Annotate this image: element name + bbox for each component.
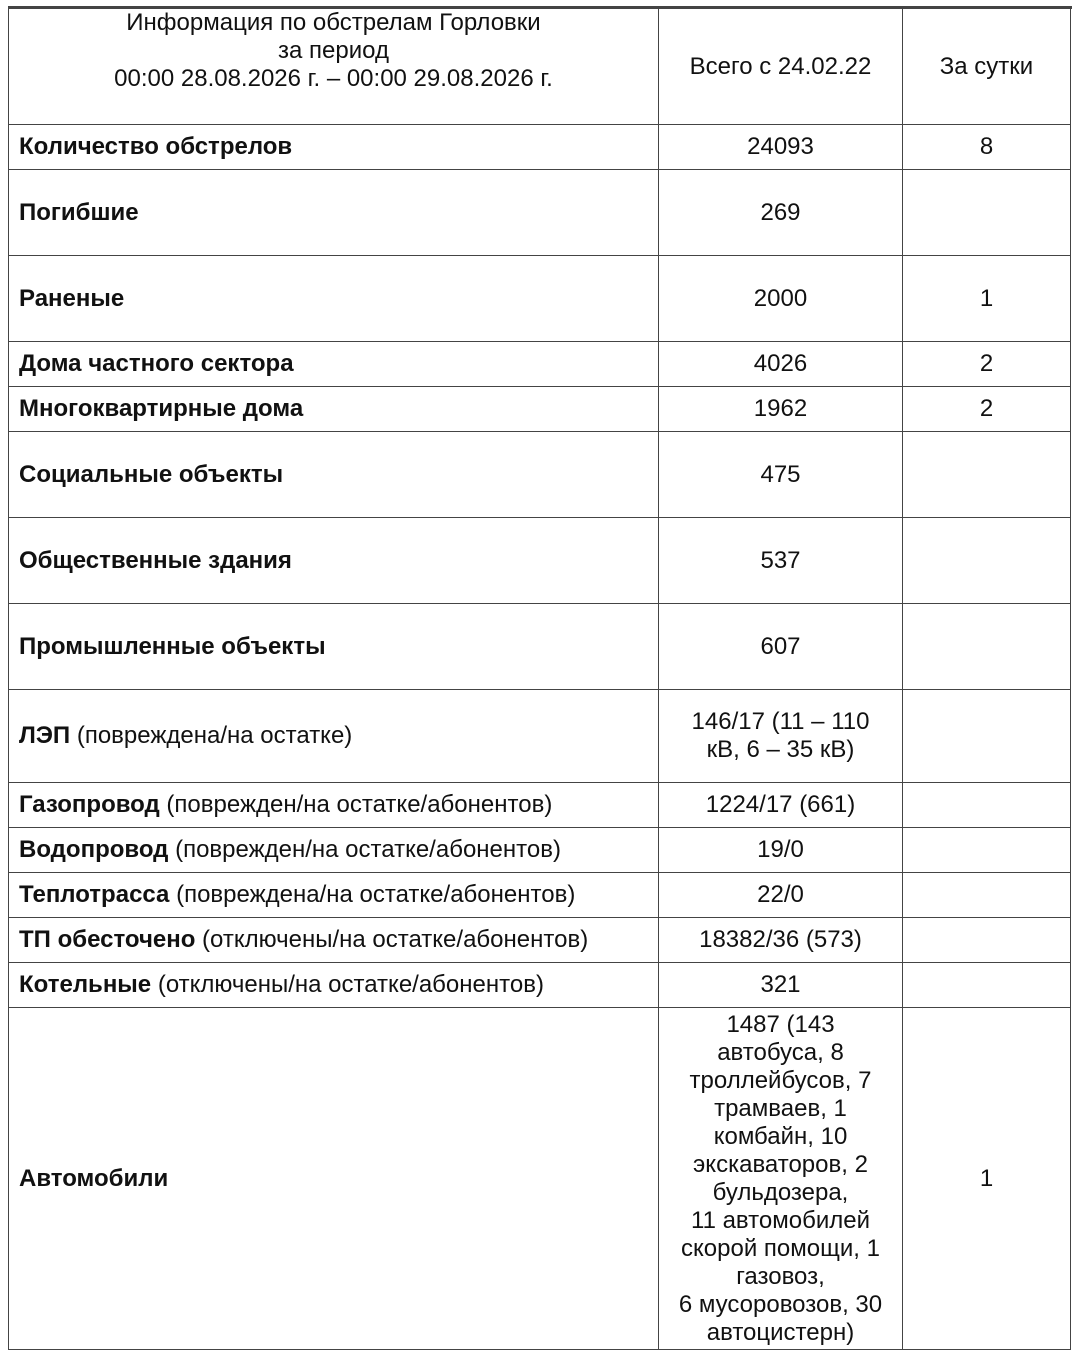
row-total-line: скорой помощи, 1 <box>681 1234 880 1262</box>
table-row <box>9 690 1071 783</box>
row-label: ЛЭП <box>19 722 71 749</box>
table-row <box>9 828 1071 873</box>
row-day-cell <box>903 518 1071 604</box>
row-total-cell: 4026 <box>659 342 903 387</box>
row-total-cell: 1962 <box>659 387 903 432</box>
row-day-cell <box>903 963 1071 1008</box>
row-label-cell <box>9 873 659 918</box>
table-row <box>9 170 1071 256</box>
row-day-cell: 8 <box>903 125 1071 170</box>
table-row <box>9 432 1071 518</box>
row-label-cell <box>9 828 659 873</box>
row-label: Теплотрасса <box>19 881 170 908</box>
row-day-cell: 2 <box>903 342 1071 387</box>
row-label: Раненые <box>19 284 125 312</box>
table-row <box>9 387 1071 432</box>
header-total-cell: Всего с 24.02.22 <box>659 9 903 125</box>
row-day-cell: 1 <box>903 1008 1071 1350</box>
row-total-cell: 18382/36 (573) <box>659 918 903 963</box>
row-label-cell <box>9 604 659 690</box>
header-title-cell <box>9 9 659 125</box>
table-row <box>9 918 1071 963</box>
row-total-cell: 19/0 <box>659 828 903 873</box>
row-day-cell: 2 <box>903 387 1071 432</box>
row-label-cell <box>9 690 659 783</box>
table-row <box>9 1008 1071 1350</box>
row-total-cell: 24093 <box>659 125 903 170</box>
row-label-cell <box>9 170 659 256</box>
row-label: Котельные <box>19 971 152 998</box>
row-total-cell <box>659 1008 903 1350</box>
row-total-line: 6 мусоровозов, 30 <box>678 1290 883 1318</box>
table-row <box>9 125 1071 170</box>
row-label-cell <box>9 518 659 604</box>
row-total-cell: 22/0 <box>659 873 903 918</box>
row-day-cell <box>903 873 1071 918</box>
table-row <box>9 604 1071 690</box>
row-label: Многоквартирные дома <box>19 395 304 422</box>
row-day-cell: 1 <box>903 256 1071 342</box>
row-day-cell <box>903 783 1071 828</box>
row-total-line: 146/17 (11 – 110 <box>691 708 870 735</box>
row-total-line: комбайн, 10 <box>713 1122 848 1150</box>
shelling-report-table <box>8 8 1071 1350</box>
table-row <box>9 518 1071 604</box>
row-note: (повреждена/на остатке/абонентов) <box>169 881 576 908</box>
row-total-line: экскаваторов, 2 <box>693 1150 868 1178</box>
row-day-cell <box>903 690 1071 783</box>
row-label-cell <box>9 918 659 963</box>
row-total-cell: 537 <box>659 518 903 604</box>
row-total-line: трамваев, 1 <box>714 1094 847 1122</box>
row-total-cell <box>659 690 903 783</box>
row-label: Промышленные объекты <box>19 632 326 660</box>
row-day-cell <box>903 432 1071 518</box>
row-day-cell <box>903 918 1071 963</box>
row-total-line: бульдозера, <box>712 1178 849 1206</box>
row-label: Автомобили <box>19 1164 169 1192</box>
row-day-cell <box>903 604 1071 690</box>
row-label: Социальные объекты <box>19 460 284 488</box>
row-day-cell <box>903 828 1071 873</box>
row-label: Дома частного сектора <box>19 350 294 377</box>
row-label-cell <box>9 963 659 1008</box>
row-total-cell: 475 <box>659 432 903 518</box>
row-note: (отключены/на остатке/абонентов) <box>151 971 544 998</box>
row-label-cell <box>9 342 659 387</box>
row-total-line: автоцистерн) <box>706 1318 855 1346</box>
row-label-cell <box>9 432 659 518</box>
table-row <box>9 873 1071 918</box>
row-total-cell: 1224/17 (661) <box>659 783 903 828</box>
row-day-cell <box>903 170 1071 256</box>
row-label: ТП обесточено <box>19 926 196 953</box>
row-total-cell: 2000 <box>659 256 903 342</box>
table-row <box>9 342 1071 387</box>
row-total-line: автобуса, 8 <box>717 1038 844 1066</box>
table-row <box>9 256 1071 342</box>
row-total-line: 11 автомобилей <box>691 1206 870 1234</box>
row-label: Погибшие <box>19 198 139 226</box>
header-title-line-1: Информация по обстрелам Горловки <box>126 9 541 36</box>
row-note: (поврежден/на остатке/абонентов) <box>168 836 561 863</box>
row-note: (отключены/на остатке/абонентов) <box>195 926 589 953</box>
row-label: Газопровод <box>19 791 160 818</box>
header-day-cell: За сутки <box>903 9 1071 125</box>
row-label: Водопровод <box>19 836 169 863</box>
table-row <box>9 963 1071 1008</box>
header-title-line-3: 00:00 28.08.2026 г. – 00:00 29.08.2026 г. <box>114 65 553 92</box>
row-label: Общественные здания <box>19 546 292 574</box>
row-label-cell <box>9 1008 659 1350</box>
row-total-cell: 607 <box>659 604 903 690</box>
row-note: (повреждена/на остатке) <box>70 722 353 749</box>
row-total-line: троллейбусов, 7 <box>689 1066 872 1094</box>
table-row <box>9 783 1071 828</box>
row-total-line: газовоз, <box>736 1262 825 1290</box>
row-label-cell <box>9 125 659 170</box>
row-total-line: кВ, 6 – 35 кВ) <box>706 736 855 763</box>
row-label-cell <box>9 387 659 432</box>
header-title-line-2: за период <box>278 37 389 64</box>
row-total-line: 1487 (143 <box>726 1010 835 1038</box>
row-total-cell: 321 <box>659 963 903 1008</box>
row-total-cell: 269 <box>659 170 903 256</box>
row-label-cell <box>9 256 659 342</box>
row-label: Количество обстрелов <box>19 133 293 160</box>
row-label-cell <box>9 783 659 828</box>
row-note: (поврежден/на остатке/абонентов) <box>159 791 553 818</box>
header-row <box>9 9 1071 125</box>
